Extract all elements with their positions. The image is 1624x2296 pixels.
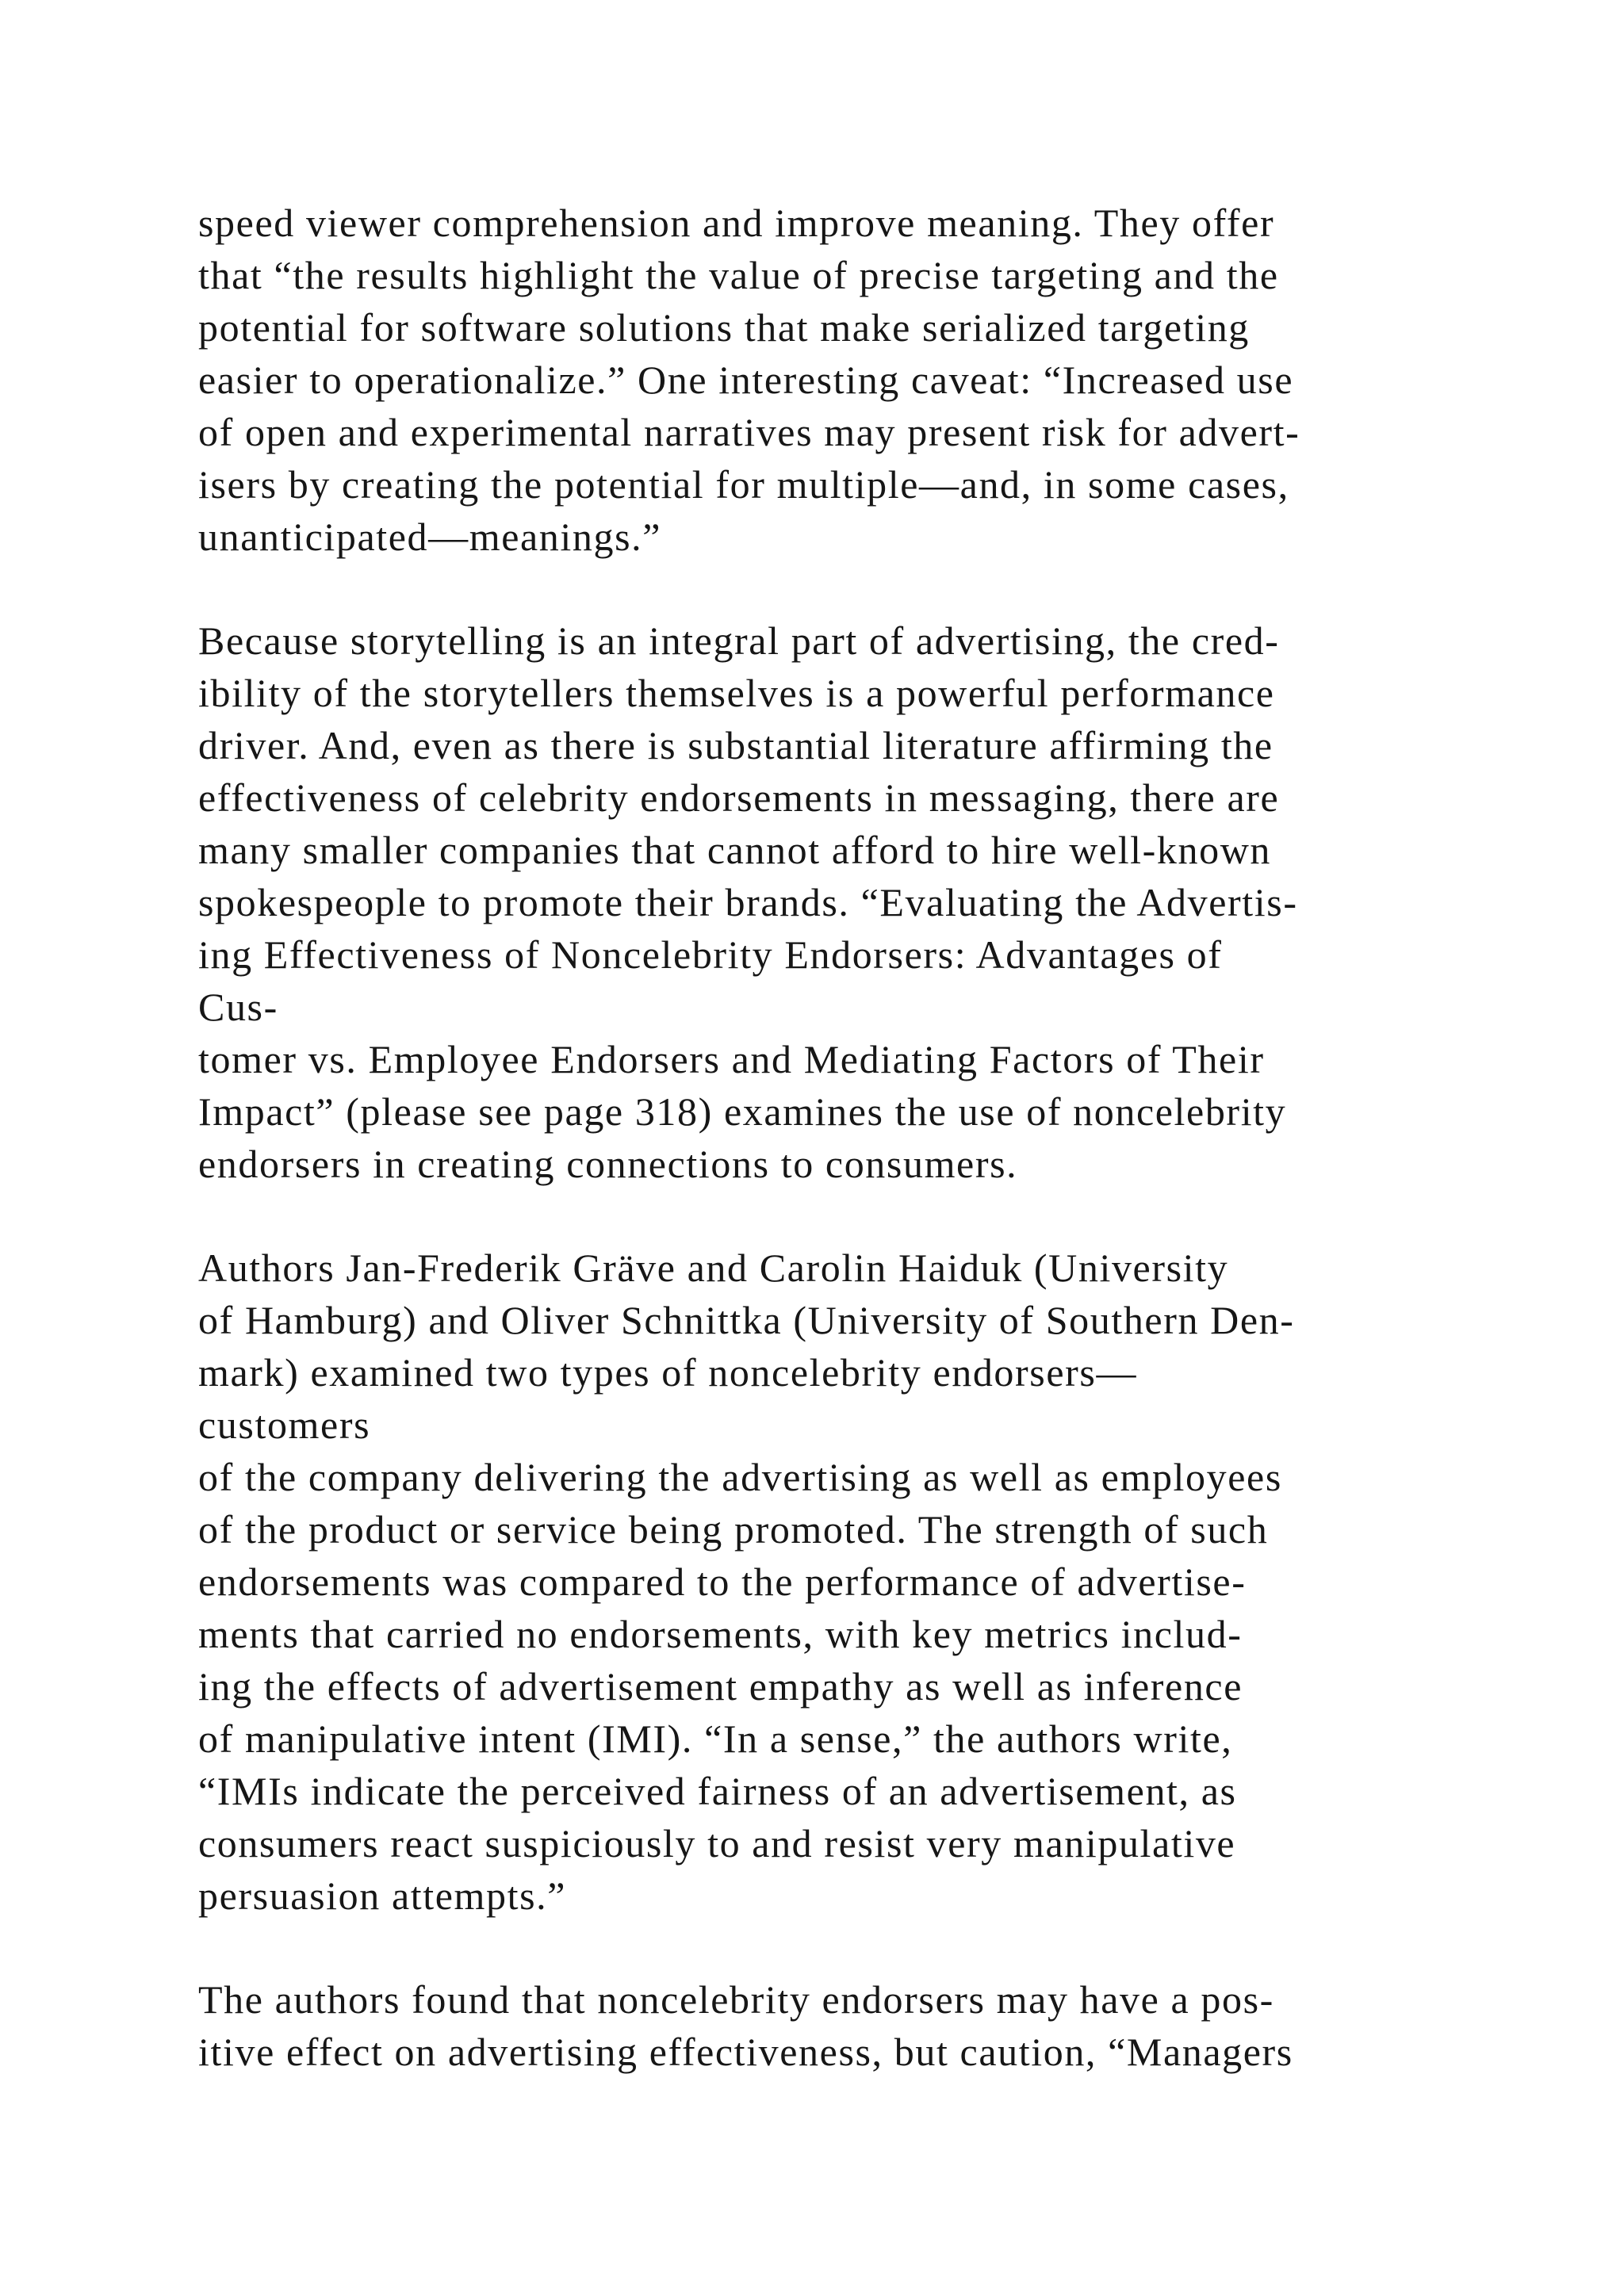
text-line: that “the results highlight the value of precise targeting and the: [198, 253, 1279, 297]
text-line: spokespeople to promote their brands. “Evaluating the Advertis-: [198, 880, 1298, 924]
paragraph-findings: [198, 1973, 1467, 2078]
text-line: endorsements was compared to the performance of advertise-: [198, 1559, 1247, 1604]
paragraph-storyteller-credibility: [198, 614, 1467, 1190]
text-line: ing Effectiveness of Noncelebrity Endorsers: Advantages of: [198, 932, 1223, 977]
text-line: of the product or service being promoted. The strength of such: [198, 1507, 1269, 1552]
text-line: unanticipated—meanings.”: [198, 515, 662, 559]
text-line: speed viewer comprehension and improve meaning. They offer: [198, 201, 1275, 245]
text-line: easier to operationalize.” One interesting caveat: “Increased use: [198, 358, 1294, 402]
text-line: of the company delivering the advertising as well as employees: [198, 1455, 1282, 1499]
text-line: of Hamburg) and Oliver Schnittka (University of Southern Den-: [198, 1298, 1295, 1342]
text-line: of manipulative intent (IMI). “In a sense,” the authors write,: [198, 1716, 1233, 1761]
text-line: itive effect on advertising effectiveness, but caution, “Managers: [198, 2030, 1293, 2074]
text-line: many smaller companies that cannot afford to hire well-known: [198, 828, 1272, 872]
text-line: Cus-: [198, 985, 278, 1029]
text-line: potential for software solutions that make serialized targeting: [198, 305, 1250, 350]
document-page: [198, 197, 1467, 2130]
text-line: ibility of the storytellers themselves is a powerful performance: [198, 671, 1275, 715]
text-line: persuasion attempts.”: [198, 1873, 567, 1918]
text-line: Authors Jan-Frederik Gräve and Carolin Haiduk (University: [198, 1246, 1229, 1290]
text-line: Because storytelling is an integral part of advertising, the cred-: [198, 618, 1280, 663]
paragraph-study-authors: [198, 1242, 1467, 1922]
text-line: Impact” (please see page 318) examines the use of noncelebrity: [198, 1089, 1287, 1134]
paragraph-targeting-caveat: [198, 197, 1467, 563]
text-line: customers: [198, 1402, 371, 1447]
text-line: The authors found that noncelebrity endorsers may have a pos-: [198, 1977, 1274, 2022]
text-line: mark) examined two types of noncelebrity endorsers—: [198, 1350, 1138, 1395]
text-line: of open and experimental narratives may present risk for advert-: [198, 410, 1300, 454]
text-line: tomer vs. Employee Endorsers and Mediating Factors of Their: [198, 1037, 1265, 1081]
text-line: effectiveness of celebrity endorsements in messaging, there are: [198, 775, 1280, 820]
text-line: driver. And, even as there is substantial literature affirming the: [198, 723, 1274, 767]
text-line: “IMIs indicate the perceived fairness of an advertisement, as: [198, 1769, 1237, 1813]
text-line: ments that carried no endorsements, with key metrics includ-: [198, 1612, 1243, 1656]
text-line: consumers react suspiciously to and resist very manipulative: [198, 1821, 1236, 1866]
text-line: endorsers in creating connections to consumers.: [198, 1142, 1018, 1186]
text-line: isers by creating the potential for multiple—and, in some cases,: [198, 462, 1289, 507]
text-line: ing the effects of advertisement empathy as well as inference: [198, 1664, 1243, 1709]
